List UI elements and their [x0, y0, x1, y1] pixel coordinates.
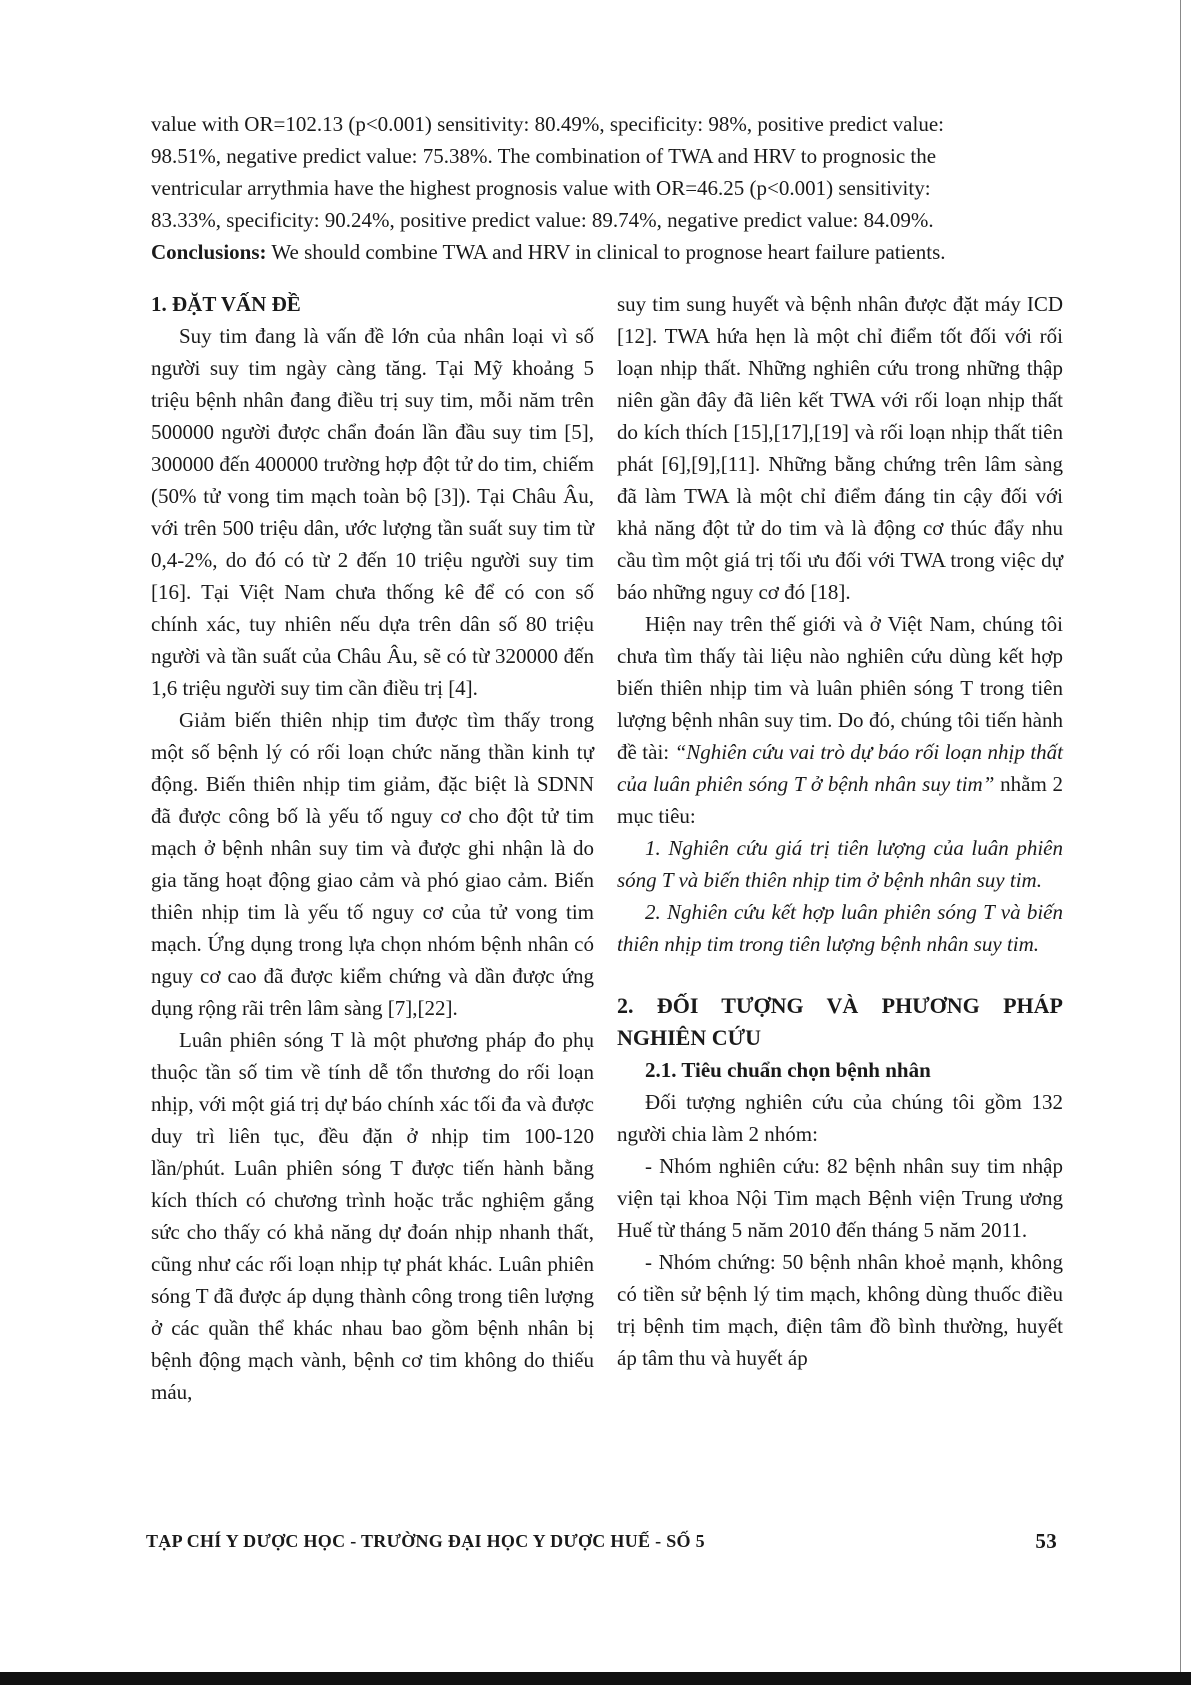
- section-heading-2: 2. ĐỐI TƯỢNG VÀ PHƯƠNG PHÁP NGHIÊN CỨU: [617, 993, 1063, 1050]
- page-number: 53: [1035, 1529, 1057, 1553]
- left-column: [151, 288, 594, 1408]
- section-heading-1: 1. ĐẶT VẤN ĐỀ: [151, 292, 301, 316]
- right-column: [617, 288, 1063, 1374]
- study-title: “Nghiên cứu vai trò dự báo rối loạn nhịp thất của luân phiên sóng T ở bệnh nhân suy tim”: [617, 740, 1063, 796]
- paragraph: suy tim sung huyết và bệnh nhân được đặt máy ICD [12]. TWA hứa hẹn là một chỉ điểm tốt đối với rối loạn nhịp thất. Những nghiên cứu trong những thập niên gần đây đã liên kết TWA với rối loạn nhịp thất do kích thích [15],[17],[19] và rối loạn nhịp thất tiên phát [6],[9],[11]. Những bằng chứng trên lâm sàng đã làm TWA là một chỉ điểm đáng tin cậy đối với khả năng đột tử do tim và là động cơ thúc đẩy nhu cầu tìm một giá trị tối ưu đối với TWA trong việc dự báo những nguy cơ đó [18].: [617, 292, 1063, 604]
- abstract-block: [151, 108, 1063, 268]
- scan-bottom-border: [0, 1672, 1191, 1685]
- subsection-heading: 2.1. Tiêu chuẩn chọn bệnh nhân: [645, 1058, 931, 1082]
- paragraph: Giảm biến thiên nhịp tim được tìm thấy trong một số bệnh lý có rối loạn chức năng thần kinh tự động. Biến thiên nhịp tim giảm, đặc biệt là SDNN đã được công bố là yếu tố nguy cơ cho đột tử tim mạch ở bệnh nhân suy tim và được ghi nhận là do gia tăng hoạt động giao cảm và phó giao cảm. Biến thiên nhịp tim là yếu tố nguy cơ của tử vong tim mạch. Ứng dụng trong lựa chọn nhóm bệnh nhân có nguy cơ cao đã được kiểm chứng và dần được ứng dụng rộng rãi trên lâm sàng [7],[22].: [151, 708, 594, 1020]
- conclusions-label: Conclusions:: [151, 240, 267, 264]
- paragraph: - Nhóm chứng: 50 bệnh nhân khoẻ mạnh, không có tiền sử bệnh lý tim mạch, không dùng thuốc điều trị bệnh tim mạch, điện tâm đồ bình thường, huyết áp tâm thu và huyết áp: [617, 1250, 1063, 1370]
- abstract-line: ventricular arrythmia have the highest prognosis value with OR=46.25 (p<0.001) sensitivity:: [151, 176, 931, 200]
- paragraph: - Nhóm nghiên cứu: 82 bệnh nhân suy tim nhập viện tại khoa Nội Tim mạch Bệnh viện Trung ương Huế từ tháng 5 năm 2010 đến tháng 5 năm 2011.: [617, 1154, 1063, 1242]
- paragraph-text: Hiện nay trên thế giới và ở Việt Nam, chúng tôi chưa tìm thấy tài liệu nào nghiên cứu dùng kết hợp biến thiên nhịp tim và luân phiên sóng T trong tiên lượng bệnh nhân suy tim. Do đó, chúng tôi tiến hành đề tài:: [617, 612, 1063, 764]
- paragraph: Luân phiên sóng T là một phương pháp đo phụ thuộc tần số tim về tính dễ tổn thương do rối loạn nhịp, với một giá trị dự báo chính xác tối đa và được duy trì liên tục, đều đặn ở nhịp tim 100-120 lần/phút. Luân phiên sóng T được tiến hành bằng kích thích có chương trình hoặc trắc nghiệm gắng sức cho thấy có khả năng dự đoán nhịp nhanh thất, cũng như các rối loạn nhịp tự phát khác. Luân phiên sóng T đã được áp dụng thành công trong tiên lượng ở các quần thể khác nhau bao gồm bệnh nhân bị bệnh động mạch vành, bệnh cơ tim không do thiếu máu,: [151, 1028, 594, 1404]
- abstract-line: value with OR=102.13 (p<0.001) sensitivity: 80.49%, specificity: 98%, positive predict value:: [151, 112, 944, 136]
- abstract-line: 98.51%, negative predict value: 75.38%. The combination of TWA and HRV to prognosic the: [151, 144, 937, 168]
- objective-2: 2. Nghiên cứu kết hợp luân phiên sóng T và biến thiên nhịp tim trong tiên lượng bệnh nhân suy tim.: [617, 900, 1063, 956]
- paragraph: [617, 608, 1063, 832]
- abstract-conclusions: [151, 236, 1063, 268]
- abstract-line: 83.33%, specificity: 90.24%, positive predict value: 89.74%, negative predict value: 84.09%.: [151, 208, 934, 232]
- journal-name: TẠP CHÍ Y DƯỢC HỌC - TRƯỜNG ĐẠI HỌC Y DƯỢC HUẾ - SỐ 5: [146, 1531, 705, 1551]
- conclusions-text: We should combine TWA and HRV in clinical to prognose heart failure patients.: [266, 240, 946, 264]
- paragraph: Đối tượng nghiên cứu của chúng tôi gồm 132 người chia làm 2 nhóm:: [617, 1090, 1063, 1146]
- scan-edge-line: [1180, 0, 1181, 1685]
- objective-1: 1. Nghiên cứu giá trị tiên lượng của luân phiên sóng T và biến thiên nhịp tim ở bệnh nhân suy tim.: [617, 836, 1063, 892]
- paragraph: Suy tim đang là vấn đề lớn của nhân loại vì số người suy tim ngày càng tăng. Tại Mỹ khoảng 5 triệu bệnh nhân đang điều trị suy tim, mỗi năm trên 500000 người được chẩn đoán lần đầu suy tim [5], 300000 đến 400000 trường hợp đột tử do tim, chiếm (50% tử vong tim mạch toàn bộ [3]). Tại Châu Âu, với trên 500 triệu dân, ước lượng tần suất suy tim từ 0,4-2%, do đó có từ 2 đến 10 triệu người suy tim [16]. Tại Việt Nam chưa thống kê để có con số chính xác, tuy nhiên nếu dựa trên dân số 80 triệu người và tần suất của Châu Âu, sẽ có từ 320000 đến 1,6 triệu người suy tim cần điều trị [4].: [151, 324, 594, 700]
- paragraph-text: nhằm 2 mục tiêu:: [617, 772, 1064, 828]
- page-footer: [146, 1527, 1063, 1557]
